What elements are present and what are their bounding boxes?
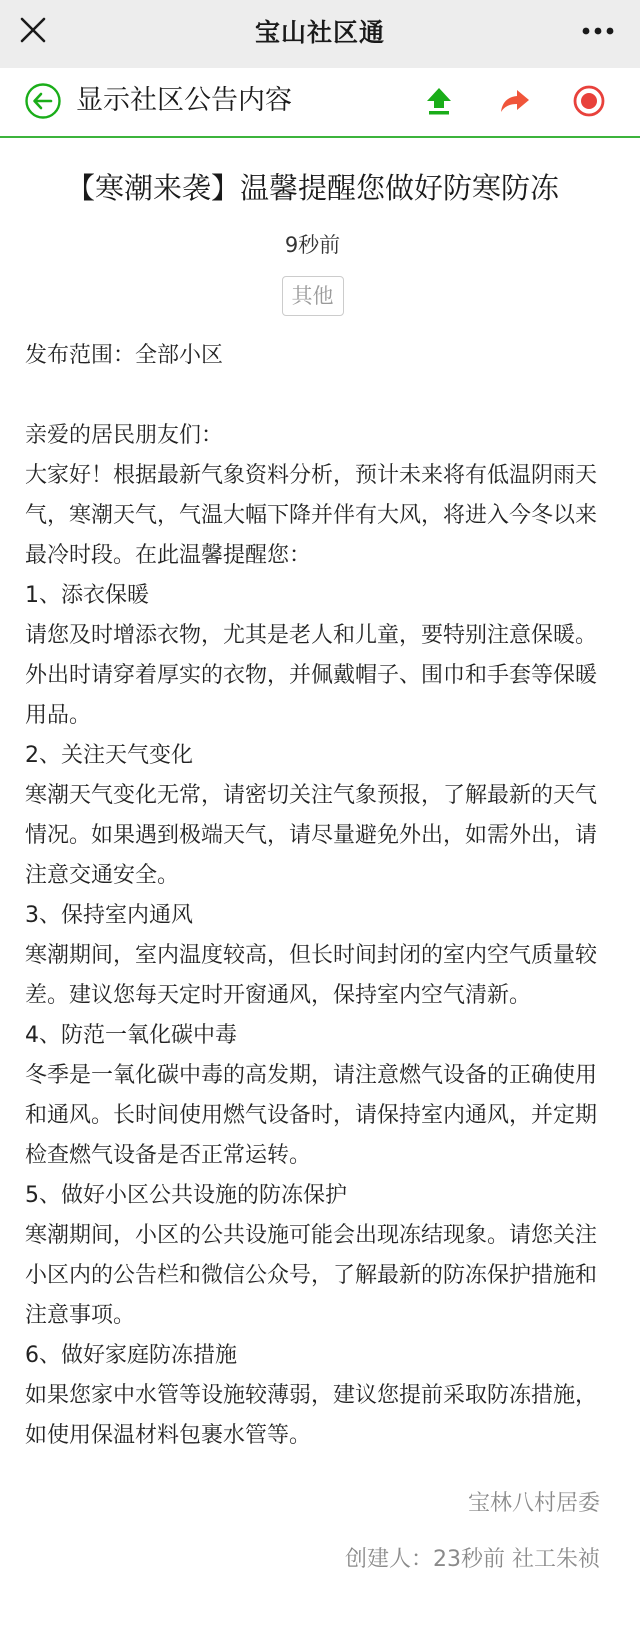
signature-creator: 创建人：23秒前 社工朱祯: [345, 1547, 600, 1572]
app-title: 宝山社区通: [254, 18, 385, 47]
notice-time: 9秒前: [284, 233, 341, 257]
section-text: 冬季是一氧化碳中毒的高发期，请注意燃气设备的正确使用和通风。长时间使用燃气设备时，请保持室内通风，并定期检查燃气设备是否正常运转。: [25, 1063, 598, 1168]
section-heading: 1、添衣保暖: [25, 583, 149, 608]
notice-body: [25, 416, 600, 1456]
page-title: 显示社区公告内容: [76, 85, 292, 116]
share-icon[interactable]: [498, 84, 532, 118]
more-dots-icon[interactable]: [580, 18, 616, 44]
section-text: 请您及时增添衣物，尤其是老人和儿童，要特别注意保暖。外出时请穿着厚实的衣物，并佩戴帽子、围巾和手套等保暖用品。: [25, 623, 598, 728]
notice-content: [25, 138, 600, 1580]
section-heading: 3、保持室内通风: [25, 903, 193, 928]
section-text: 寒潮期间，小区的公共设施可能会出现冻结现象。请您关注小区内的公告栏和微信公众号，了解最新的防冻保护措施和注意事项。: [25, 1223, 598, 1328]
signature-organization: 宝林八村居委: [467, 1491, 600, 1516]
page-header: [0, 68, 640, 138]
section-text: 寒潮天气变化无常，请密切关注气象预报，了解最新的天气情况。如果遇到极端天气，请尽量避免外出，如需外出，请注意交通安全。: [25, 783, 598, 888]
upload-icon[interactable]: [422, 84, 456, 118]
notice-title: 【寒潮来袭】温馨提醒您做好防寒防冻: [65, 171, 559, 205]
section-heading: 6、做好家庭防冻措施: [25, 1343, 237, 1368]
category-tag: 其他: [282, 276, 344, 316]
section-text: 如果您家中水管等设施较薄弱，建议您提前采取防冻措施，如使用保温材料包裹水管等。: [25, 1383, 598, 1448]
publish-scope: 发布范围：全部小区: [25, 343, 224, 368]
record-icon[interactable]: [572, 84, 606, 118]
app-bar: [0, 0, 640, 68]
back-arrow-circle-icon[interactable]: [24, 82, 62, 120]
section-heading: 2、关注天气变化: [25, 743, 193, 768]
greeting: 亲爱的居民朋友们：: [25, 423, 224, 448]
intro-paragraph: 大家好！根据最新气象资料分析，预计未来将有低温阴雨天气，寒潮天气，气温大幅下降并伴有大风，将进入今冬以来最冷时段。在此温馨提醒您：: [25, 463, 598, 568]
section-heading: 4、防范一氧化碳中毒: [25, 1023, 237, 1048]
section-text: 寒潮期间，室内温度较高，但长时间封闭的室内空气质量较差。建议您每天定时开窗通风，保持室内空气清新。: [25, 943, 598, 1008]
section-heading: 5、做好小区公共设施的防冻保护: [25, 1183, 347, 1208]
